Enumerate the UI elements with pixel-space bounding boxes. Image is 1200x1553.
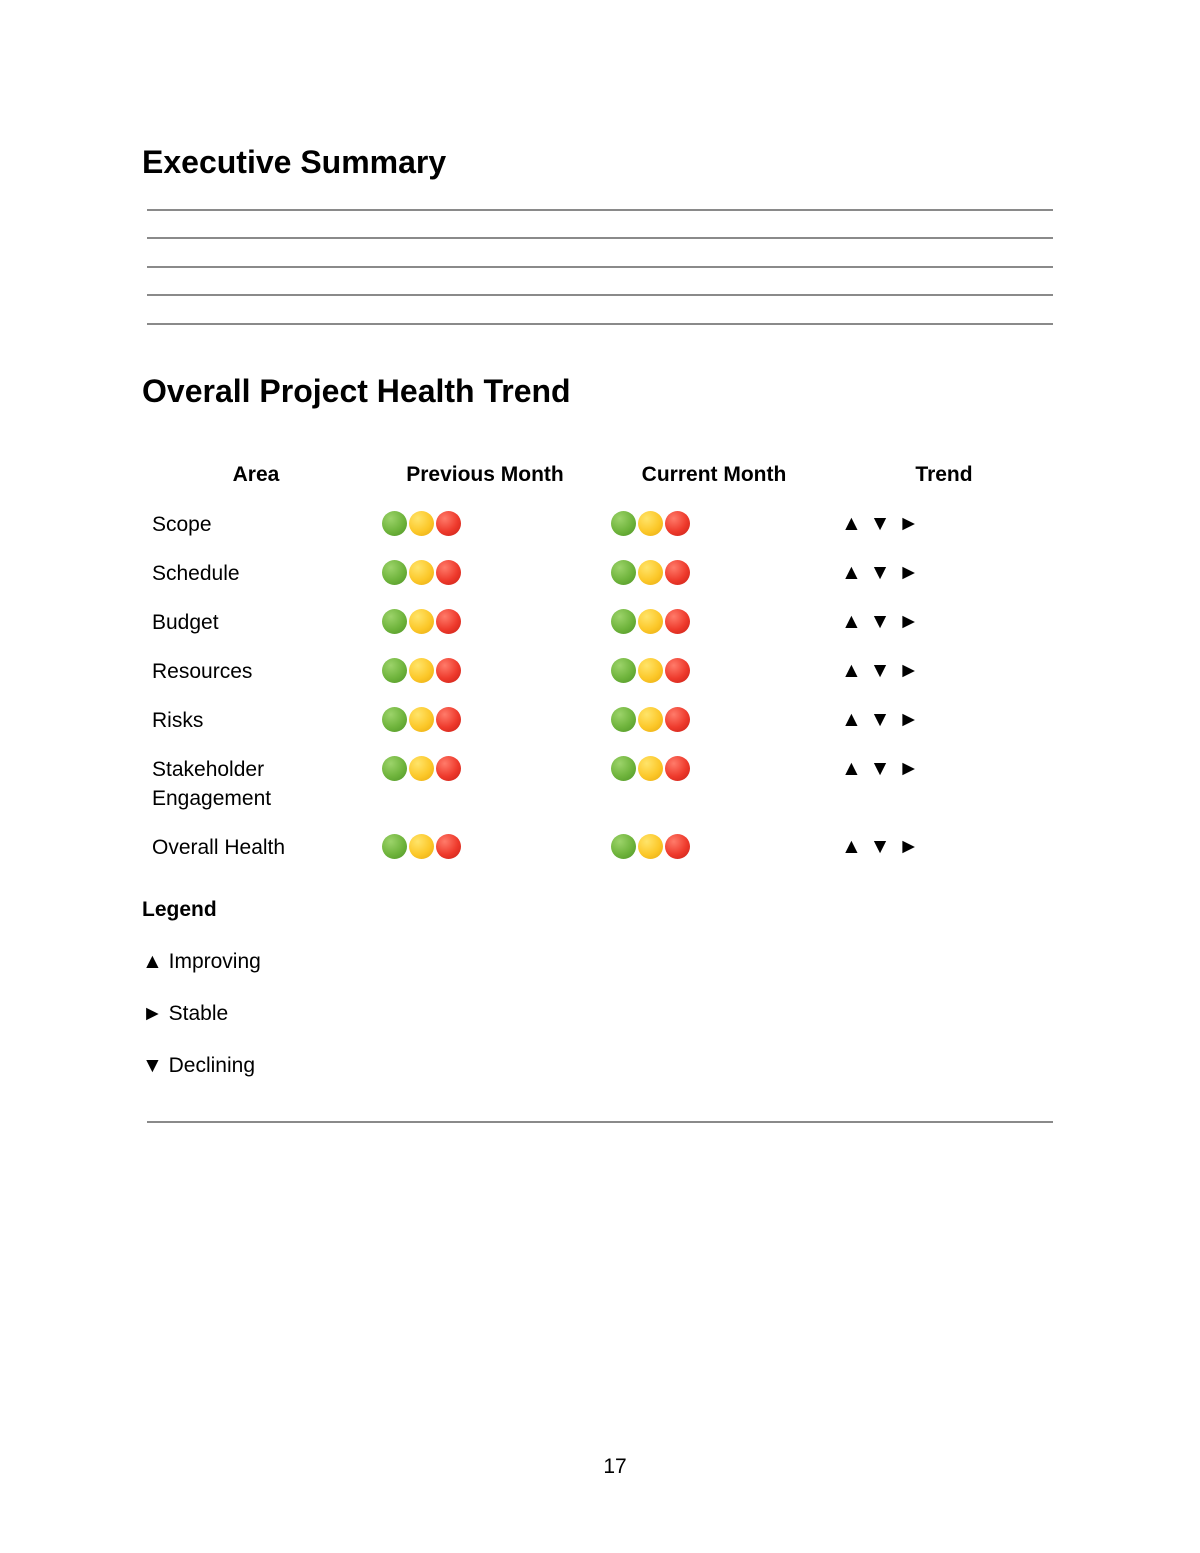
yellow-circle-icon	[409, 756, 434, 781]
red-circle-icon	[665, 756, 690, 781]
previous-month-status	[382, 834, 461, 860]
previous-month-status	[382, 756, 461, 782]
trend-indicators: ▲ ▼ ►	[841, 708, 921, 731]
yellow-circle-icon	[638, 658, 663, 683]
trend-indicators: ▲ ▼ ►	[841, 561, 921, 584]
green-circle-icon	[611, 834, 636, 859]
yellow-circle-icon	[638, 834, 663, 859]
yellow-circle-icon	[409, 609, 434, 634]
yellow-circle-icon	[638, 511, 663, 536]
red-circle-icon	[665, 834, 690, 859]
trend-indicators: ▲ ▼ ►	[841, 610, 921, 633]
current-month-status	[611, 511, 690, 537]
yellow-circle-icon	[409, 707, 434, 732]
green-circle-icon	[382, 511, 407, 536]
previous-month-status	[382, 511, 461, 537]
column-header-current-month: Current Month	[641, 463, 787, 486]
green-circle-icon	[382, 834, 407, 859]
current-month-status	[611, 658, 690, 684]
yellow-circle-icon	[409, 511, 434, 536]
executive-summary-title: Executive Summary	[142, 144, 447, 180]
yellow-circle-icon	[409, 560, 434, 585]
green-circle-icon	[382, 707, 407, 732]
current-month-status	[611, 609, 690, 635]
yellow-circle-icon	[409, 658, 434, 683]
trend-indicators: ▲ ▼ ►	[841, 757, 921, 780]
area-label: Risks	[152, 709, 204, 732]
writing-line	[147, 323, 1053, 325]
red-circle-icon	[665, 609, 690, 634]
column-header-trend: Trend	[915, 463, 973, 486]
legend-item-stable: ► Stable	[142, 1002, 229, 1025]
writing-line	[147, 237, 1053, 239]
green-circle-icon	[382, 609, 407, 634]
red-circle-icon	[665, 560, 690, 585]
previous-month-status	[382, 707, 461, 733]
area-label: Scope	[152, 513, 212, 536]
area-label: Resources	[152, 660, 253, 683]
red-circle-icon	[665, 707, 690, 732]
previous-month-status	[382, 560, 461, 586]
current-month-status	[611, 560, 690, 586]
trend-indicators: ▲ ▼ ►	[841, 659, 921, 682]
yellow-circle-icon	[638, 609, 663, 634]
yellow-circle-icon	[638, 707, 663, 732]
green-circle-icon	[382, 560, 407, 585]
area-label: Overall Health	[152, 836, 286, 859]
current-month-status	[611, 756, 690, 782]
writing-line	[147, 209, 1053, 211]
health-trend-title: Overall Project Health Trend	[142, 373, 571, 409]
trend-indicators: ▲ ▼ ►	[841, 512, 921, 535]
previous-month-status	[382, 609, 461, 635]
red-circle-icon	[436, 560, 461, 585]
red-circle-icon	[436, 834, 461, 859]
trend-indicators: ▲ ▼ ►	[841, 835, 921, 858]
yellow-circle-icon	[638, 560, 663, 585]
column-header-area: Area	[232, 463, 280, 486]
green-circle-icon	[611, 658, 636, 683]
green-circle-icon	[611, 707, 636, 732]
red-circle-icon	[436, 756, 461, 781]
green-circle-icon	[611, 756, 636, 781]
area-label: Schedule	[152, 562, 240, 585]
legend-title: Legend	[142, 898, 217, 921]
red-circle-icon	[665, 511, 690, 536]
divider-line	[147, 1121, 1053, 1123]
green-circle-icon	[382, 756, 407, 781]
legend-item-declining: ▼ Declining	[142, 1054, 255, 1077]
red-circle-icon	[436, 658, 461, 683]
yellow-circle-icon	[638, 756, 663, 781]
current-month-status	[611, 834, 690, 860]
green-circle-icon	[611, 609, 636, 634]
green-circle-icon	[382, 658, 407, 683]
green-circle-icon	[611, 560, 636, 585]
current-month-status	[611, 707, 690, 733]
red-circle-icon	[436, 707, 461, 732]
red-circle-icon	[436, 511, 461, 536]
previous-month-status	[382, 658, 461, 684]
page-number: 17	[603, 1455, 627, 1478]
writing-line	[147, 266, 1053, 268]
legend-item-improving: ▲ Improving	[142, 950, 261, 973]
area-label: Stakeholder Engagement	[152, 758, 272, 810]
area-label: Budget	[152, 611, 219, 634]
green-circle-icon	[611, 511, 636, 536]
yellow-circle-icon	[409, 834, 434, 859]
writing-line	[147, 294, 1053, 296]
red-circle-icon	[436, 609, 461, 634]
column-header-previous-month: Previous Month	[406, 463, 564, 486]
red-circle-icon	[665, 658, 690, 683]
